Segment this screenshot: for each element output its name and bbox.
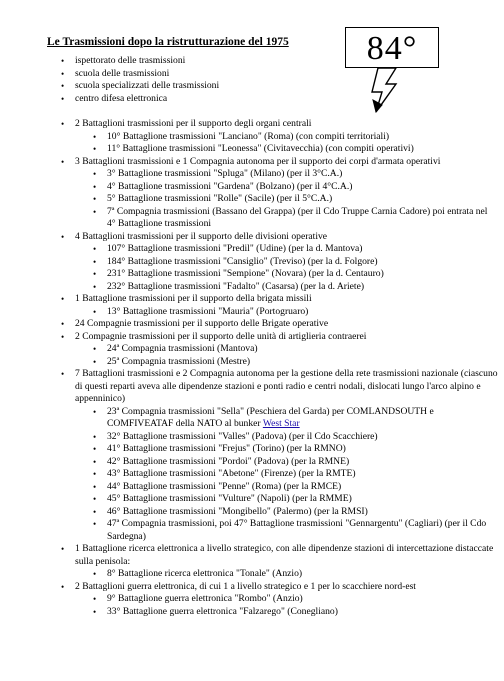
group-item: • 1 Battaglione ricerca elettronica a livello strategico, con alle dipendenze stazioni di intercettazione distaccate sulla penisola: <box>0 543 504 568</box>
group-item: • 24 Compagnie trasmissioni per il supporto delle Brigate operative <box>0 318 504 331</box>
page-title: Le Trasmissioni dopo la ristrutturazione del 1975 <box>47 36 289 48</box>
group-item: • 2 Battaglioni guerra elettronica, di cui 1 a livello strategico e 1 per lo scacchiere nord-est <box>0 581 504 594</box>
sub-item: • 10° Battaglione trasmissioni "Lanciano" (Roma) (con compiti territoriali) <box>0 131 504 144</box>
group-item: • 3 Battaglioni trasmissioni e 1 Compagnia autonoma per il supporto dei corpi d'armata operativi <box>0 156 504 169</box>
sub-item: • 107° Battaglione trasmissioni "Predil" (Udine) (per la d. Mantova) <box>0 243 504 256</box>
top-list <box>0 55 504 105</box>
group-item: • 2 Compagnie trasmissioni per il supporto delle unità di artiglieria contraerei <box>0 331 504 344</box>
sub-item: • 4° Battaglione trasmissioni "Gardena" (Bolzano) (per il 4°C.A.) <box>0 181 504 194</box>
sub-item: • 32° Battaglione trasmissioni "Valles" (Padova) (per il Cdo Scacchiere) <box>0 431 504 444</box>
sub-item: • 231° Battaglione trasmissioni "Sempione" (Novara) (per la d. Centauro) <box>0 268 504 281</box>
sub-item: • 45° Battaglione trasmissioni "Vulture" (Napoli) (per la RMME) <box>0 493 504 506</box>
sub-item: • 9° Battaglione guerra elettronica "Rombo" (Anzio) <box>0 593 504 606</box>
west-star-link[interactable]: West Star <box>262 418 300 429</box>
sub-item: • 46° Battaglione trasmissioni "Mongibello" (Palermo) (per la RMSI) <box>0 506 504 519</box>
sub-item: • 8° Battaglione ricerca elettronica "Tonale" (Anzio) <box>0 568 504 581</box>
list-item: • centro difesa elettronica <box>0 93 504 106</box>
sub-item: • 25ª Compagnia trasmissioni (Mestre) <box>0 356 504 369</box>
list-item: • ispettorato delle trasmissioni <box>0 55 504 68</box>
sub-item: • 5° Battaglione trasmissioni "Rolle" (Sacile) (per il 5°C.A.) <box>0 193 504 206</box>
group-item: • 7 Battaglioni trasmissioni e 2 Compagnia autonoma per la gestione della rete trasmissioni nazionale (ciascuno di questi reparti aveva alle dipendenze stazioni e ponti radio e centri nodali, dislocati lungo l'arco alpino e appenninico) <box>0 368 504 406</box>
sub-item <box>0 406 504 431</box>
list-item: • scuola delle trasmissioni <box>0 68 504 81</box>
group-item: • 4 Battaglioni trasmissioni per il supporto delle divisioni operative <box>0 231 504 244</box>
badge-84: 84° <box>345 27 439 68</box>
sub-item: • 7ª Compagnia trasmissioni (Bassano del Grappa) (per il Cdo Truppe Carnia Cadore) poi entrata nel 4° Battaglione trasmissioni <box>0 206 504 231</box>
sub-item: • 24ª Compagnia trasmissioni (Mantova) <box>0 343 504 356</box>
sub-item: • 3° Battaglione trasmissioni "Spluga" (Milano) (per il 3°C.A.) <box>0 168 504 181</box>
sub-item: • 232° Battaglione trasmissioni "Fadalto" (Casarsa) (per la d. Ariete) <box>0 281 504 294</box>
sub-item: • 43° Battaglione trasmissioni "Abetone" (Firenze) (per la RMTE) <box>0 468 504 481</box>
sub-item: • 41° Battaglione trasmissioni "Frejus" (Torino) (per la RMNO) <box>0 443 504 456</box>
list-item: • scuola specializzati delle trasmissioni <box>0 80 504 93</box>
sub-item: • 13° Battaglione trasmissioni "Mauria" (Portogruaro) <box>0 306 504 319</box>
sub-item: • 42° Battaglione trasmissioni "Pordoi" (Padova) (per la RMNE) <box>0 456 504 469</box>
main-list <box>0 118 504 618</box>
sub-item-text: 23ª Compagnia trasmissioni "Sella" (Peschiera del Garda) per COMLANDSOUTH e COMFIVEATAF della NATO al bunker <box>107 405 434 429</box>
sub-item: • 184° Battaglione trasmissioni "Cansiglio" (Treviso) (per la d. Folgore) <box>0 256 504 269</box>
group-item: • 2 Battaglioni trasmissioni per il supporto degli organi centrali <box>0 118 504 131</box>
sub-item: • 44° Battaglione trasmissioni "Penne" (Roma) (per la RMCE) <box>0 481 504 494</box>
group-item: • 1 Battaglione trasmissioni per il supporto della brigata missili <box>0 293 504 306</box>
sub-item: • 11° Battaglione trasmissioni "Leonessa" (Civitavecchia) (con compiti operativi) <box>0 143 504 156</box>
sub-item: • 33° Battaglione guerra elettronica "Falzarego" (Conegliano) <box>0 606 504 619</box>
sub-item: • 47ª Compagnia trasmissioni, poi 47° Battaglione trasmissioni "Gennargentu" (Cagliari) (per il Cdo Sardegna) <box>0 518 504 543</box>
